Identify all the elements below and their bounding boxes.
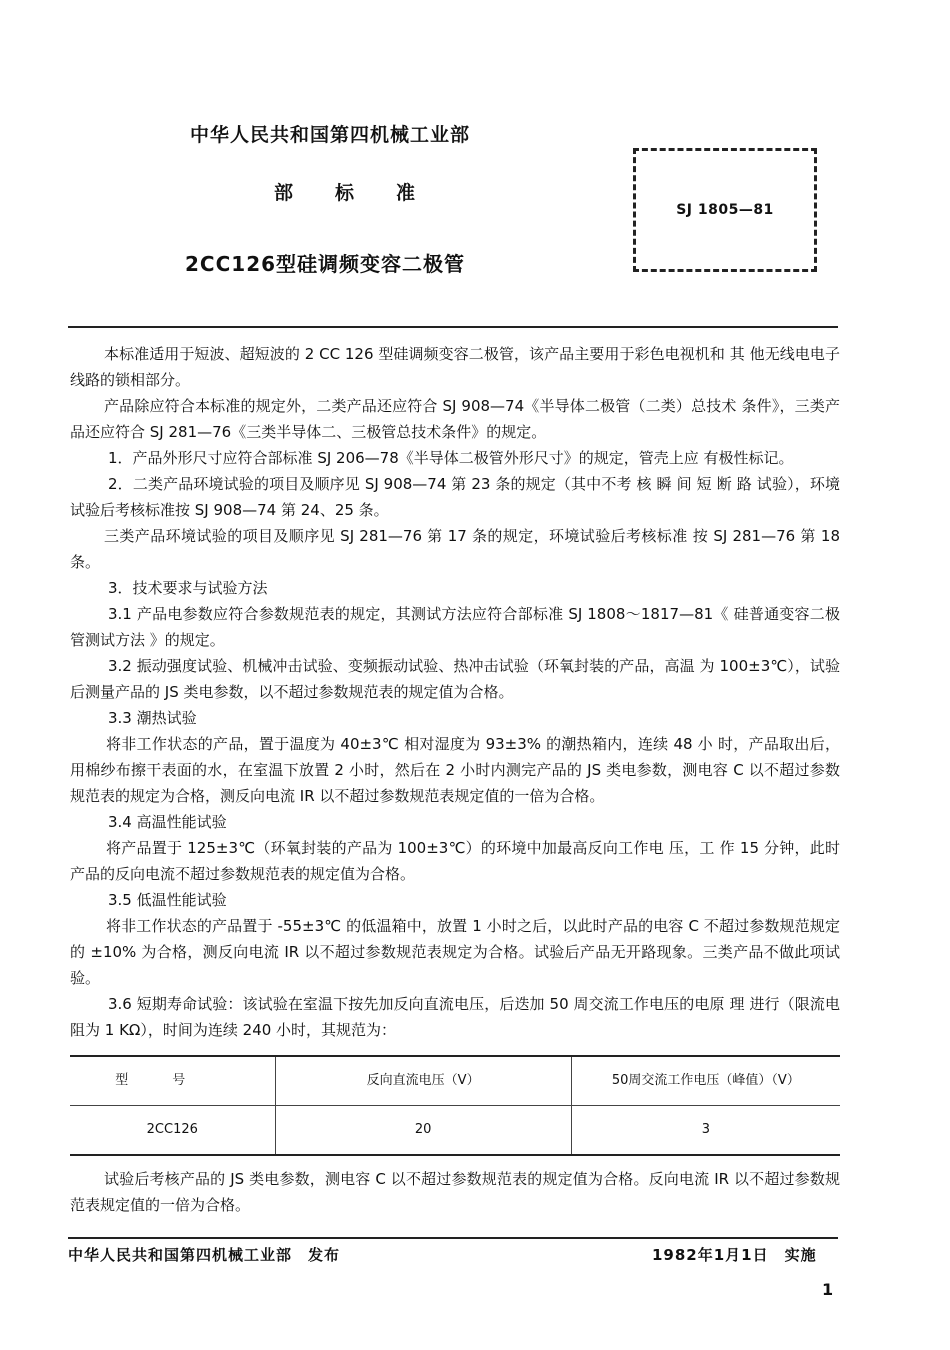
clause-3-5: 将非工作状态的产品置于 -55±3℃ 的低温箱中，放置 1 小时之后，以此时产品的电容 C 不超过参数规范规定的 ±10% 为合格，测反向电流 IR 以不超过参数规范表规定为合格。试验后产品无开路现象。三类产品不做此项试验。: [70, 917, 840, 987]
standard-type-char: 准: [396, 182, 416, 204]
clause-3-3-title: 3.3 潮热试验: [108, 709, 197, 727]
clause-3-3: 将非工作状态的产品，置于温度为 40±3℃ 相对湿度为 93±3% 的潮热箱内，连续 48 小 时，产品取出后，用棉纱布擦干表面的水，在室温下放置 2 小时，然后在 2 小时内测完产品的 JS 类电参数，测电容 C 以不超过参数规范表的规定为合格，测反向电流 IR 以不超过参数规范表规定值的一倍为合格。: [70, 735, 840, 805]
paragraph-class3-env: 三类产品环境试验的项目及顺序见 SJ 281—76 第 17 条的规定，环境试验后考核标准 按 SJ 281—76 第 18 条。: [70, 527, 840, 571]
clause-3-4: 将产品置于 125±3℃（环氧封装的产品为 100±3℃）的环境中加最高反向工作电 压，工 作 15 分钟，此时产品的反向电流不超过参数规范表的规定值为合格。: [70, 839, 840, 883]
table-header-model-label: 型号: [115, 1073, 230, 1088]
footer-divider: [68, 1237, 838, 1239]
table-cell-ac-voltage: 3: [701, 1122, 710, 1137]
clause-3-6: 3.6 短期寿命试验：该试验在室温下按先加反向直流电压，后迭加 50 周交流工作电压的电原 理 进行（限流电阻为 1 KΩ），时间为连续 240 小时，其规范为：: [70, 995, 840, 1039]
table-header-dc-voltage: 反向直流电压（V）: [275, 1057, 571, 1106]
table-header-model: [70, 1057, 275, 1106]
publisher: 中华人民共和国第四机械工业部 发布: [68, 1246, 341, 1264]
table-cell-dc-voltage: 20: [275, 1106, 571, 1155]
document-body: [70, 341, 840, 1218]
table-row: [70, 1106, 840, 1155]
clause-2: 2．二类产品环境试验的项目及顺序见 SJ 908—74 第 23 条的规定（其中不考 核 瞬 间 短 断 路 试验），环境试验后考核标准按 SJ 908—74 第 24、25 条。: [70, 475, 840, 519]
standard-number-box: [633, 148, 817, 272]
clause-3-4-title: 3.4 高温性能试验: [108, 813, 227, 831]
standard-type-title: [274, 178, 457, 205]
table-cell-model: 2CC126: [146, 1122, 198, 1137]
paragraph-after-table: 试验后考核产品的 JS 类电参数，测电容 C 以不超过参数规范表的规定值为合格。反向电流 IR 以不超过参数规范表规定值的一倍为合格。: [70, 1170, 840, 1214]
header-divider: [68, 326, 838, 328]
section-3-title: 3．技术要求与试验方法: [108, 579, 268, 597]
clause-1: 1．产品外形尺寸应符合部标准 SJ 206—78《半导体二极管外形尺寸》的规定，管壳上应 有极性标记。: [108, 449, 794, 467]
page-number: 1: [822, 1280, 834, 1299]
standard-number: SJ 1805—81: [676, 202, 774, 218]
paragraph-compliance: 产品除应符合本标准的规定外，二类产品还应符合 SJ 908—74《半导体二极管（二类）总技术 条件》，三类产品还应符合 SJ 281—76《三类半导体二、三极管总技术条件》的规定。: [70, 397, 840, 441]
paragraph-scope: 本标准适用于短波、超短波的 2 CC 126 型硅调频变容二极管，该产品主要用于彩色电视机和 其 他无线电电子线路的锁相部分。: [70, 345, 840, 389]
life-test-spec-table: [70, 1055, 840, 1156]
clause-3-5-title: 3.5 低温性能试验: [108, 891, 227, 909]
product-title: 2CC126型硅调频变容二极管: [185, 252, 466, 276]
table-header-ac-voltage: 50周交流工作电压（峰值）（V）: [571, 1057, 840, 1106]
standard-type-char: 部: [274, 182, 294, 204]
clause-3-2: 3.2 振动强度试验、机械冲击试验、变频振动试验、热冲击试验（环氧封装的产品，高温 为 100±3℃），试验后测量产品的 JS 类电参数，以不超过参数规范表的规定值为合格。: [70, 657, 840, 701]
effective-date: 1982年1月1日 实施: [652, 1246, 817, 1264]
clause-3-1: 3.1 产品电参数应符合参数规范表的规定，其测试方法应符合部标准 SJ 1808～1817—81《 硅普通变容二极管测试方法 》的规定。: [70, 605, 840, 649]
ministry-title: 中华人民共和国第四机械工业部: [190, 124, 471, 146]
standard-type-char: 标: [335, 182, 355, 204]
